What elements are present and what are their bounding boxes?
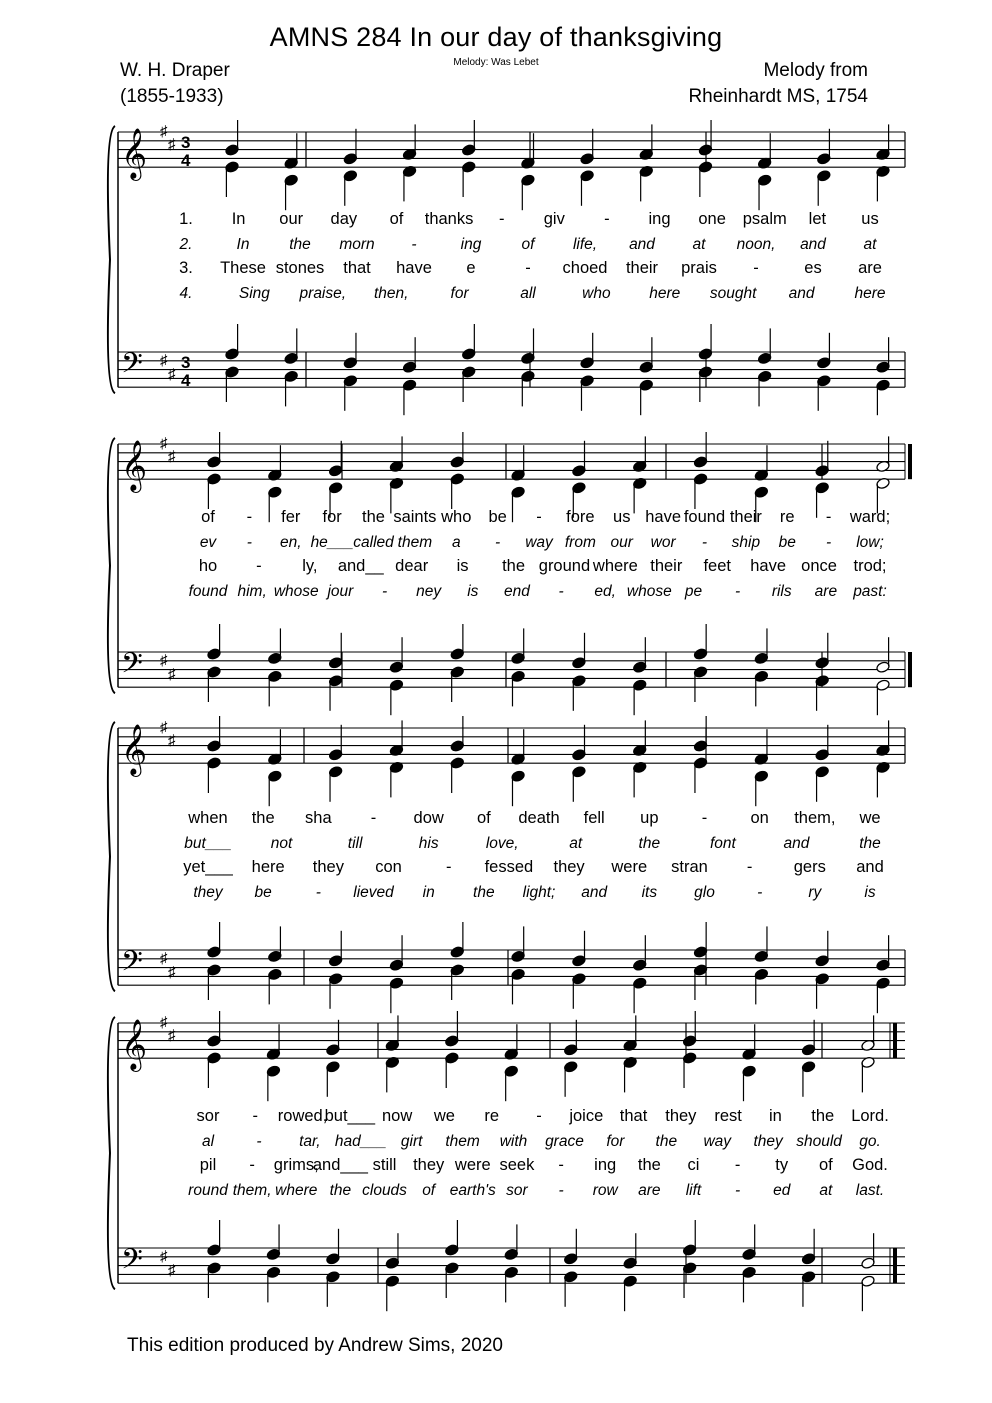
sharp-sign: ♯ (160, 352, 168, 369)
author-name: W. H. Draper (120, 60, 230, 81)
lyric-syllable: where (275, 1182, 318, 1199)
lyric-syllable: font (709, 835, 736, 852)
lyric-syllable: that (343, 259, 371, 277)
lyric-syllable: ed, (594, 583, 616, 600)
lyric-syllable: the (638, 835, 661, 852)
lyric-syllable: In (236, 236, 250, 253)
lyric-syllable: - (246, 534, 252, 551)
lyric-syllable: lieved (353, 884, 394, 901)
lyric-syllable: had___ (334, 1133, 387, 1150)
lyric-syllable: then, (373, 285, 409, 302)
bass-clef: 𝄢 (121, 348, 143, 386)
lyric-syllable: found (683, 508, 726, 526)
system-brace (108, 722, 115, 991)
lyric-syllable: are (858, 259, 882, 277)
lyric-syllable: jour (327, 583, 354, 600)
lyric-syllable: giv (543, 210, 565, 228)
lyric-syllable: - (252, 1107, 259, 1125)
lyric-syllable: once (801, 557, 837, 575)
lyric-syllable: past: (853, 583, 887, 600)
lyric-syllable: they (553, 858, 585, 876)
lyric-syllable: ward; (849, 508, 891, 526)
sharp-sign: ♯ (168, 666, 176, 683)
lyric-syllable: up (640, 809, 659, 827)
lyric-syllable: - (757, 884, 763, 901)
lyric-syllable: con (375, 858, 402, 876)
lyric-syllable: tar, (299, 1133, 321, 1150)
lyric-syllable: were (454, 1156, 491, 1174)
lyric-syllable: - (701, 534, 708, 551)
lyric-syllable: should (796, 1133, 842, 1150)
lyric-syllable: grims, (273, 1156, 319, 1174)
lyric-syllable: - (246, 508, 253, 526)
lyric-syllable: re (779, 508, 795, 526)
lyric-syllable: way (525, 534, 553, 551)
lyric-syllable: we (433, 1107, 455, 1125)
lyric-syllable: wor (650, 534, 676, 551)
lyric-syllable: they (753, 1133, 783, 1150)
lyric-syllable: at (819, 1182, 833, 1199)
lyric-syllable: round (188, 1182, 228, 1199)
lyric-syllable: clouds (362, 1182, 407, 1199)
sharp-sign: ♯ (168, 136, 176, 153)
lyric-syllable: have (645, 508, 682, 526)
lyric-syllable: whose (273, 583, 319, 600)
lyric-syllable: of (818, 1156, 833, 1174)
lyric-syllable: - (315, 884, 321, 901)
lyric-syllable: 4. (179, 285, 193, 302)
lyric-syllable: be (778, 534, 796, 551)
lyric-syllable: fell (583, 809, 605, 827)
lyric-syllable: in (769, 1107, 782, 1125)
lyric-syllable: ly, (302, 557, 318, 575)
lyric-syllable: they (312, 858, 344, 876)
lyric-syllable: en, (279, 534, 302, 551)
lyric-syllable: ev (199, 534, 217, 551)
lyric-syllable: grace (545, 1133, 584, 1150)
lyric-syllable: gers (793, 858, 826, 876)
system-brace (108, 438, 115, 693)
lyric-syllable: and (856, 858, 884, 876)
lyric-syllable: prais (681, 259, 717, 277)
lyric-syllable: fore (566, 508, 595, 526)
lyric-syllable: of (521, 236, 535, 253)
lyric-syllable: fer (281, 508, 301, 526)
composer-line-2: Rheinhardt MS, 1754 (688, 86, 868, 107)
lyric-syllable: of (422, 1182, 436, 1199)
lyric-syllable: that (619, 1107, 648, 1125)
lyric-syllable: - (370, 809, 377, 827)
lyric-syllable: we (859, 809, 881, 827)
lyric-syllable: God. (852, 1156, 888, 1174)
composer-line-1: Melody from (763, 60, 868, 81)
lyric-syllable: way (703, 1133, 732, 1150)
lyric-syllable: is (864, 884, 876, 901)
lyric-syllable: who (441, 508, 472, 526)
lyric-syllable: they (413, 1156, 445, 1174)
lyric-syllable: 3. (179, 259, 193, 277)
lyric-syllable: him, (237, 583, 267, 600)
lyric-syllable: ty (775, 1156, 789, 1174)
lyric-syllable: and___ (312, 1156, 368, 1174)
lyric-syllable: last. (855, 1182, 885, 1199)
lyric-syllable: stran (671, 858, 708, 876)
lyric-syllable: - (826, 534, 832, 551)
lyric-syllable: them (397, 534, 433, 551)
lyric-syllable: still (372, 1156, 397, 1174)
treble-clef: 𝄞 (121, 129, 148, 178)
lyric-syllable: pil (199, 1156, 217, 1174)
lyric-syllable: - (525, 259, 531, 277)
lyric-syllable: sor (196, 1107, 220, 1125)
author-dates: (1855-1933) (120, 86, 224, 107)
lyric-syllable: praise, (299, 285, 347, 302)
sharp-sign: ♯ (160, 123, 168, 140)
lyric-syllable: the (473, 884, 495, 901)
system-2 (108, 432, 910, 715)
lyric-syllable: ed (773, 1182, 791, 1199)
lyric-syllable: - (753, 259, 759, 277)
lyric-syllable: ney (416, 583, 442, 600)
lyric-syllable: seek (499, 1156, 535, 1174)
lyric-syllable: the (289, 236, 311, 253)
lyric-syllable: rowed, (277, 1107, 328, 1125)
treble-clef: 𝄞 (121, 725, 148, 774)
lyric-syllable: ship (731, 534, 761, 551)
lyric-syllable: their (729, 508, 762, 526)
time-signature-top: 3 (181, 133, 191, 152)
lyric-syllable: ci (687, 1156, 700, 1174)
lyric-syllable: his (418, 835, 439, 852)
sharp-sign: ♯ (160, 1014, 168, 1031)
lyric-syllable: here (854, 285, 886, 302)
system-3 (108, 716, 905, 1013)
system-brace (108, 126, 115, 393)
lyric-syllable: trod; (853, 557, 887, 575)
time-signature-bottom: 4 (181, 151, 191, 170)
lyric-syllable: be (488, 508, 507, 526)
lyric-syllable: were (611, 858, 648, 876)
lyric-syllable: ry (808, 884, 822, 901)
lyric-syllable: - (256, 557, 262, 575)
lyric-syllable: and (581, 884, 608, 901)
lyric-syllable: joice (569, 1107, 604, 1125)
lyric-syllable: our (610, 534, 633, 551)
lyric-syllable: - (498, 210, 505, 228)
lyric-syllable: is (456, 557, 469, 575)
lyric-syllable: called (353, 534, 394, 551)
lyric-syllable: - (735, 583, 741, 600)
lyric-syllable: at (569, 835, 583, 852)
lyric-syllable: who (582, 285, 611, 302)
sharp-sign: ♯ (168, 1262, 176, 1279)
lyric-syllable: - (536, 1107, 542, 1125)
lyric-syllable: - (734, 1156, 741, 1174)
lyric-syllable: - (249, 1156, 255, 1174)
system-1 (108, 120, 905, 415)
lyric-syllable: the (859, 835, 881, 852)
lyric-syllable: of (389, 210, 404, 228)
lyric-syllable: ing (460, 236, 482, 253)
lyric-syllable: they (665, 1107, 697, 1125)
sharp-sign: ♯ (168, 964, 176, 981)
sharp-sign: ♯ (160, 719, 168, 736)
lyric-syllable: psalm (742, 210, 787, 228)
lyric-syllable: where (592, 557, 638, 575)
lyric-syllable: choed (562, 259, 608, 277)
lyric-syllable: and (629, 236, 655, 253)
lyric-syllable: sor (506, 1182, 528, 1199)
tune-name: Melody: Was Lebet (453, 57, 539, 68)
lyric-syllable: here (649, 285, 681, 302)
lyric-syllable: they (193, 884, 223, 901)
lyric-syllable: the (637, 1156, 661, 1174)
lyric-syllable: lift (685, 1182, 702, 1199)
lyric-syllable: These (220, 259, 266, 277)
lyric-syllable: - (825, 508, 832, 526)
lyric-syllable: life, (572, 236, 598, 253)
lyric-syllable: ground (538, 557, 591, 575)
lyric-syllable: rils (771, 583, 792, 600)
hymn-title: AMNS 284 In our day of thanksgiving (269, 22, 723, 52)
time-signature-top: 3 (181, 353, 191, 372)
lyric-syllable: In (231, 210, 246, 228)
lyric-syllable: - (381, 583, 388, 600)
lyric-syllable: saints (393, 508, 437, 526)
lyric-syllable: sought (709, 285, 757, 302)
lyric-syllable: ing (648, 210, 671, 228)
lyric-syllable: dow (413, 809, 444, 827)
lyric-syllable: end (503, 583, 530, 600)
lyric-syllable: he___ (310, 534, 354, 551)
lyric-syllable: dear (395, 557, 429, 575)
lyric-syllable: of (201, 508, 215, 526)
bass-clef: 𝄢 (121, 1244, 143, 1282)
sharp-sign: ♯ (160, 950, 168, 967)
lyric-syllable: all (520, 285, 536, 302)
sharp-sign: ♯ (168, 448, 176, 465)
lyric-syllable: at (692, 236, 706, 253)
lyric-syllable: not (270, 835, 293, 852)
lyric-syllable: and (783, 835, 810, 852)
lyric-syllable: be (254, 884, 272, 901)
lyric-syllable: pe (684, 583, 703, 600)
edition-credit: This edition produced by Andrew Sims, 2020 (127, 1335, 503, 1356)
lyric-syllable: es (804, 259, 822, 277)
lyric-syllable: till (347, 835, 363, 852)
lyric-syllable: - (701, 809, 708, 827)
lyric-syllable: let (808, 210, 827, 228)
lyric-syllable: them (445, 1133, 480, 1150)
lyric-syllable: 2. (179, 236, 193, 253)
lyric-syllable: here (251, 858, 285, 876)
lyric-syllable: noon, (736, 236, 776, 253)
lyric-syllable: fessed (484, 858, 534, 876)
sharp-sign: ♯ (160, 652, 168, 669)
lyric-syllable: go. (859, 1133, 881, 1150)
lyric-syllable: the (362, 508, 385, 526)
system-4 (108, 1011, 905, 1311)
lyric-syllable: thanks (424, 210, 474, 228)
sharp-sign: ♯ (168, 1027, 176, 1044)
lyric-syllable: - (445, 858, 452, 876)
lyric-syllable: and (788, 285, 815, 302)
lyric-syllable: when (188, 809, 228, 827)
lyric-syllable: from (564, 534, 596, 551)
bass-clef: 𝄢 (121, 946, 143, 984)
lyric-syllable: al (201, 1133, 215, 1150)
lyric-syllable: us (861, 210, 879, 228)
lyric-syllable: re (484, 1107, 500, 1125)
lyric-syllable: the (811, 1107, 835, 1125)
lyric-syllable: ho (198, 557, 218, 575)
lyric-syllable: - (256, 1133, 262, 1150)
lyric-syllable: them, (232, 1182, 272, 1199)
lyric-syllable: stones (275, 259, 325, 277)
lyric-syllable: their (625, 259, 659, 277)
lyric-syllable: yet___ (183, 858, 233, 876)
lyric-syllable: low; (856, 534, 884, 551)
lyric-syllable: for (450, 285, 469, 302)
lyric-syllable: light; (522, 884, 556, 901)
treble-clef: 𝄞 (121, 441, 148, 490)
lyric-syllable: but___ (324, 1107, 376, 1125)
lyric-syllable: for (606, 1133, 625, 1150)
lyric-syllable: its (641, 884, 658, 901)
lyric-syllable: - (495, 534, 501, 551)
system-brace (108, 1017, 115, 1289)
lyric-syllable: sha (305, 809, 332, 827)
lyric-syllable: but___ (184, 835, 232, 852)
lyric-syllable: on (750, 809, 769, 827)
lyric-syllable: - (536, 508, 542, 526)
lyric-syllable: is (467, 583, 479, 600)
lyric-syllable: morn (339, 236, 375, 253)
lyric-syllable: the (251, 809, 275, 827)
lyric-syllable: - (735, 1182, 741, 1199)
sharp-sign: ♯ (168, 366, 176, 383)
lyric-syllable: them, (794, 809, 836, 827)
lyric-syllable: glo (694, 884, 715, 901)
lyric-syllable: at (863, 236, 877, 253)
lyric-syllable: - (604, 210, 610, 228)
lyric-syllable: rest (714, 1107, 742, 1125)
lyric-syllable: ing (594, 1156, 617, 1174)
lyric-syllable: day (330, 210, 358, 228)
lyric-syllable: our (279, 210, 304, 228)
sharp-sign: ♯ (160, 1248, 168, 1265)
lyric-syllable: one (698, 210, 726, 228)
bass-clef: 𝄢 (121, 648, 143, 686)
lyric-syllable: in (422, 884, 435, 901)
time-signature-bottom: 4 (181, 371, 191, 390)
sharp-sign: ♯ (168, 732, 176, 749)
lyric-syllable: a (451, 534, 461, 551)
lyric-syllable: row (592, 1182, 618, 1199)
lyric-syllable: Sing (238, 285, 270, 302)
lyric-syllable: girt (400, 1133, 423, 1150)
lyric-syllable: have (396, 259, 432, 277)
lyric-syllable: their (650, 557, 683, 575)
lyric-syllable: found (188, 583, 228, 600)
lyric-syllable: with (499, 1133, 528, 1150)
lyric-syllable: Lord. (851, 1107, 889, 1125)
lyric-syllable: earth's (449, 1182, 496, 1199)
lyric-syllable: are (814, 583, 838, 600)
lyric-syllable: 1. (179, 210, 193, 228)
lyric-syllable: e (466, 259, 476, 277)
lyric-syllable: - (558, 583, 564, 600)
lyric-syllable: - (746, 858, 753, 876)
lyric-syllable: - (411, 236, 417, 253)
sharp-sign: ♯ (160, 435, 168, 452)
lyric-syllable: and__ (337, 557, 384, 575)
lyric-syllable: the (655, 1133, 678, 1150)
lyric-syllable: now (382, 1107, 413, 1125)
lyric-syllable: and (800, 236, 826, 253)
lyric-syllable: whose (626, 583, 672, 600)
lyric-syllable: - (558, 1182, 564, 1199)
lyric-syllable: - (558, 1156, 564, 1174)
lyric-syllable: death (518, 809, 560, 827)
treble-clef: 𝄞 (121, 1020, 148, 1069)
lyric-syllable: are (638, 1182, 661, 1199)
lyric-syllable: for (322, 508, 342, 526)
lyric-syllable: love, (485, 835, 519, 852)
lyric-syllable: the (502, 557, 526, 575)
lyric-syllable: the (329, 1182, 352, 1199)
lyric-syllable: of (476, 809, 491, 827)
lyric-syllable: us (613, 508, 631, 526)
lyric-syllable: feet (703, 557, 731, 575)
lyric-syllable: have (750, 557, 787, 575)
